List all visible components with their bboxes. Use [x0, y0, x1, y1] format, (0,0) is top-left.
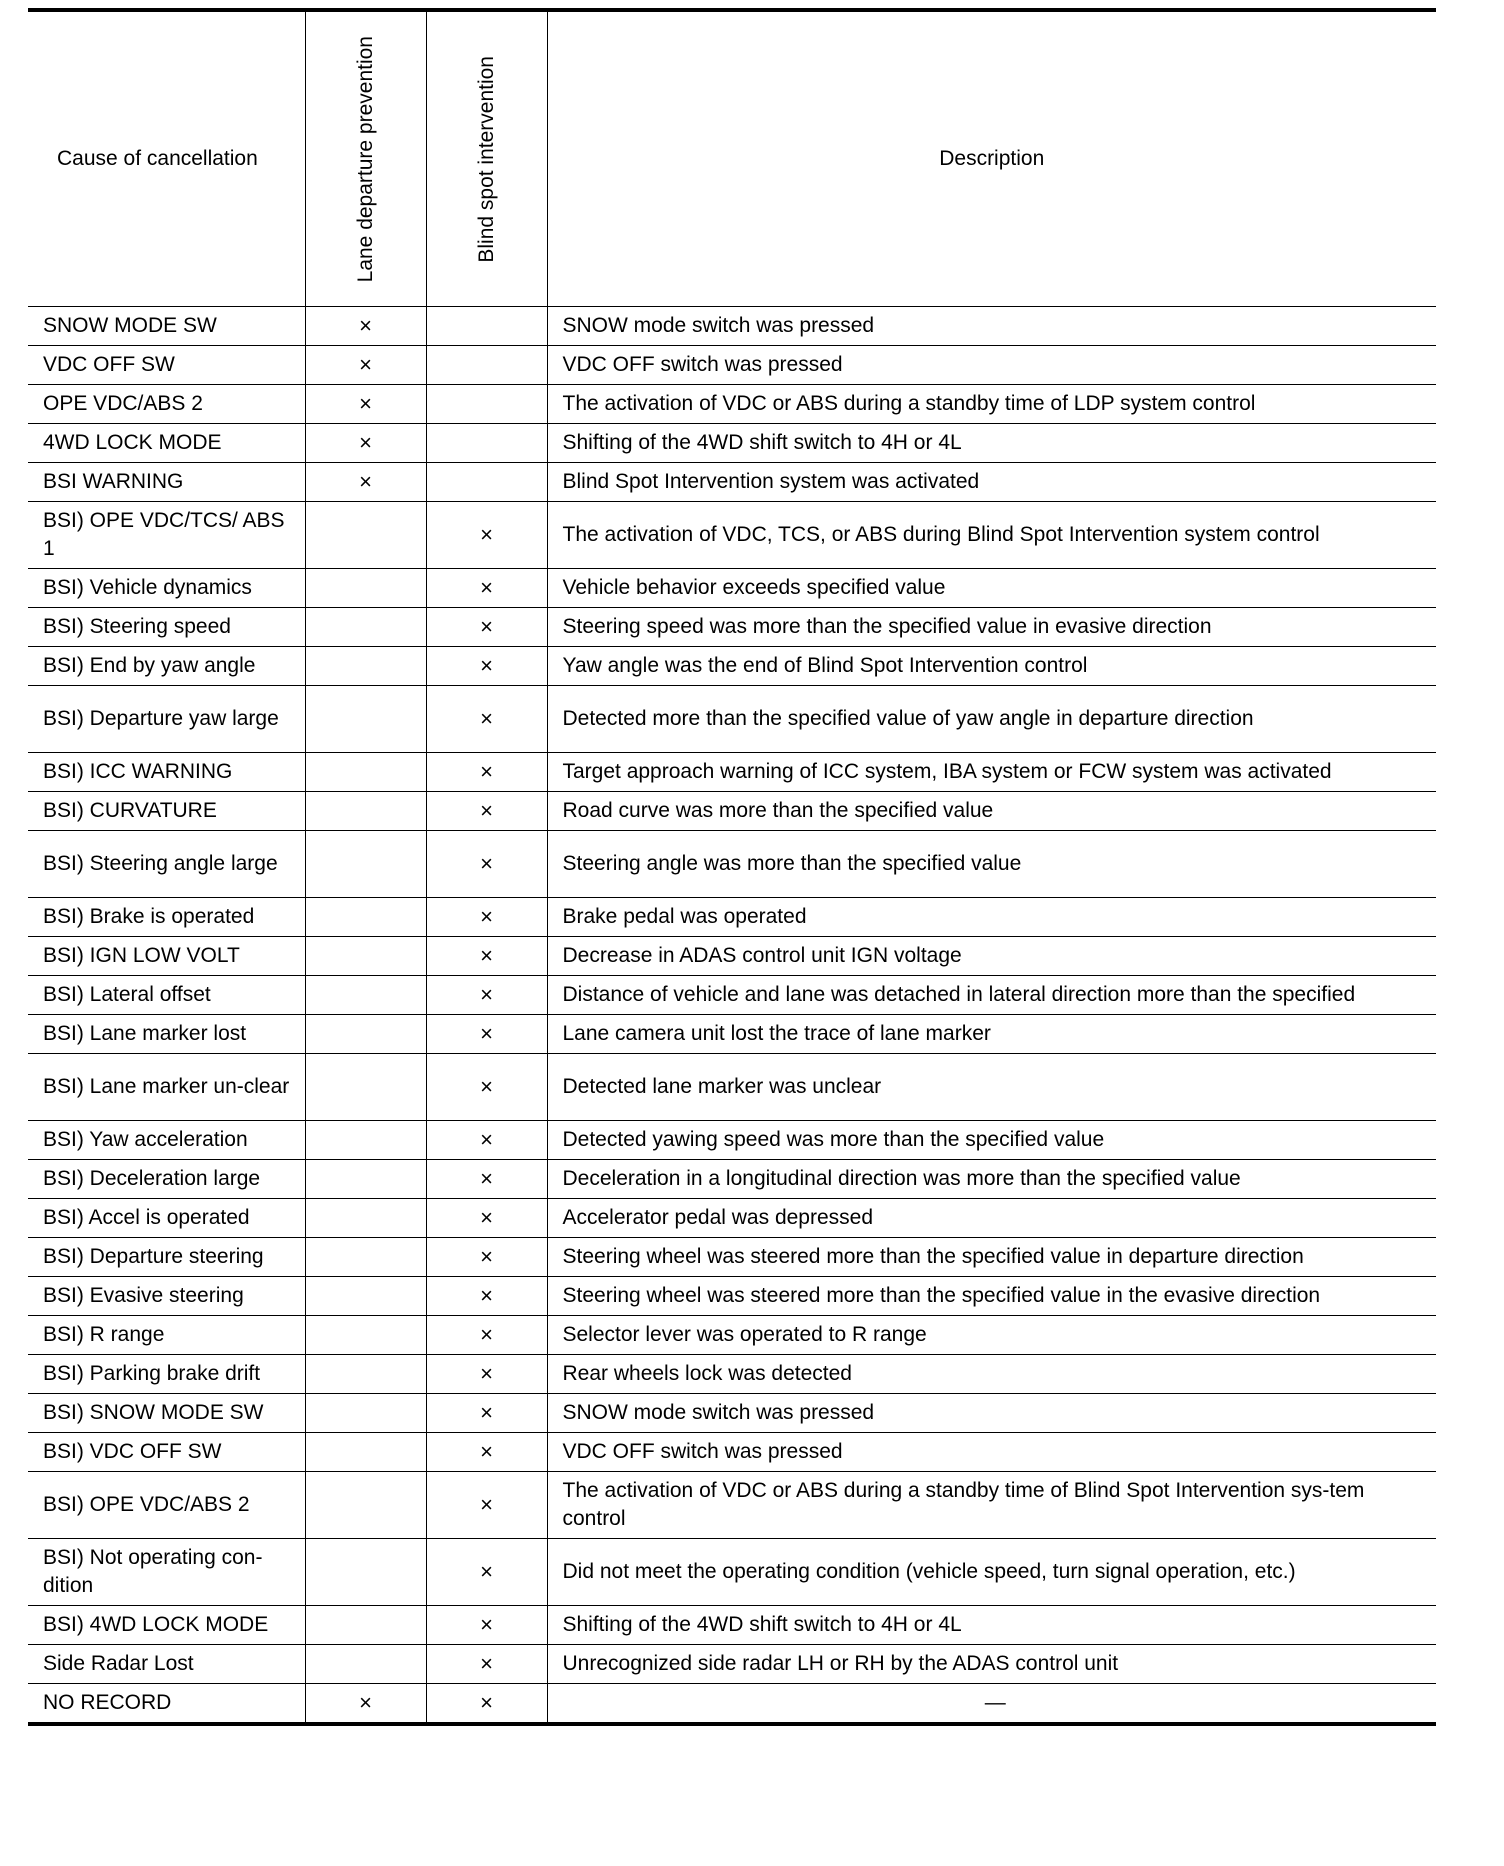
cell-cause: BSI) Evasive steering — [28, 1277, 305, 1316]
cell-cause: BSI) Not operating con-dition — [28, 1539, 305, 1606]
cell-ldp-mark — [305, 1277, 426, 1316]
cell-bsi-mark: × — [426, 937, 547, 976]
cell-cause: BSI) SNOW MODE SW — [28, 1394, 305, 1433]
cell-ldp-mark — [305, 1054, 426, 1121]
cell-description: The activation of VDC, TCS, or ABS during Blind Spot Intervention system control — [547, 502, 1436, 569]
cell-bsi-mark: × — [426, 831, 547, 898]
cell-bsi-mark — [426, 463, 547, 502]
cell-bsi-mark: × — [426, 1015, 547, 1054]
cell-description: Detected yawing speed was more than the specified value — [547, 1121, 1436, 1160]
cell-description: Road curve was more than the specified value — [547, 792, 1436, 831]
cell-bsi-mark: × — [426, 1472, 547, 1539]
cell-description: Rear wheels lock was detected — [547, 1355, 1436, 1394]
cell-description: Decrease in ADAS control unit IGN voltage — [547, 937, 1436, 976]
cell-bsi-mark: × — [426, 1238, 547, 1277]
table-row — [28, 1539, 1436, 1606]
cell-cause: BSI) OPE VDC/ABS 2 — [28, 1472, 305, 1539]
cell-description: Shifting of the 4WD shift switch to 4H or 4L — [547, 1606, 1436, 1645]
table-row — [28, 1645, 1436, 1684]
table-row — [28, 1316, 1436, 1355]
cell-ldp-mark — [305, 1606, 426, 1645]
cell-bsi-mark: × — [426, 1316, 547, 1355]
cell-bsi-mark: × — [426, 502, 547, 569]
cell-cause: SNOW MODE SW — [28, 307, 305, 346]
table-row — [28, 1199, 1436, 1238]
cell-ldp-mark — [305, 1121, 426, 1160]
cell-bsi-mark: × — [426, 898, 547, 937]
cell-cause: BSI) Parking brake drift — [28, 1355, 305, 1394]
cell-ldp-mark — [305, 898, 426, 937]
table-row — [28, 424, 1436, 463]
cell-bsi-mark: × — [426, 608, 547, 647]
table-row — [28, 569, 1436, 608]
cell-description: Target approach warning of ICC system, IBA system or FCW system was activated — [547, 753, 1436, 792]
table-row — [28, 1277, 1436, 1316]
table-row — [28, 1394, 1436, 1433]
header-ldp: Lane departure prevention — [353, 35, 377, 283]
table-row — [28, 1472, 1436, 1539]
cell-description: The activation of VDC or ABS during a standby time of LDP system control — [547, 385, 1436, 424]
cell-cause: BSI) End by yaw angle — [28, 647, 305, 686]
cell-description: Vehicle behavior exceeds specified value — [547, 569, 1436, 608]
table-row — [28, 686, 1436, 753]
cell-bsi-mark: × — [426, 1355, 547, 1394]
cell-cause: BSI) Deceleration large — [28, 1160, 305, 1199]
cell-bsi-mark: × — [426, 1645, 547, 1684]
cell-bsi-mark: × — [426, 1121, 547, 1160]
cell-description: Distance of vehicle and lane was detached in lateral direction more than the specified — [547, 976, 1436, 1015]
cell-cause: BSI) OPE VDC/TCS/ ABS 1 — [28, 502, 305, 569]
table-row — [28, 307, 1436, 346]
cell-description: Steering wheel was steered more than the specified value in departure direction — [547, 1238, 1436, 1277]
cell-description: Detected more than the specified value of yaw angle in departure direction — [547, 686, 1436, 753]
cell-description: Steering wheel was steered more than the specified value in the evasive direction — [547, 1277, 1436, 1316]
cell-ldp-mark — [305, 569, 426, 608]
cell-ldp-mark — [305, 1238, 426, 1277]
cell-cause: VDC OFF SW — [28, 346, 305, 385]
cell-ldp-mark — [305, 976, 426, 1015]
header-row — [28, 10, 1436, 307]
cell-bsi-mark: × — [426, 569, 547, 608]
cell-ldp-mark — [305, 1645, 426, 1684]
table-body — [28, 307, 1436, 1725]
cell-bsi-mark: × — [426, 1277, 547, 1316]
cell-ldp-mark — [305, 1472, 426, 1539]
cell-ldp-mark — [305, 937, 426, 976]
cell-description: Steering speed was more than the specified value in evasive direction — [547, 608, 1436, 647]
table-row — [28, 1355, 1436, 1394]
cell-description: VDC OFF switch was pressed — [547, 346, 1436, 385]
cell-cause: BSI) Brake is operated — [28, 898, 305, 937]
cell-cause: BSI) Lane marker un-clear — [28, 1054, 305, 1121]
cell-bsi-mark — [426, 385, 547, 424]
cell-cause: OPE VDC/ABS 2 — [28, 385, 305, 424]
header-bsi-cell — [426, 10, 547, 307]
table-row — [28, 792, 1436, 831]
table-row — [28, 1238, 1436, 1277]
cell-ldp-mark — [305, 1433, 426, 1472]
table-row — [28, 831, 1436, 898]
cell-bsi-mark: × — [426, 792, 547, 831]
cell-ldp-mark: × — [305, 346, 426, 385]
cell-description: Blind Spot Intervention system was activated — [547, 463, 1436, 502]
cell-description: Selector lever was operated to R range — [547, 1316, 1436, 1355]
header-bsi: Blind spot intervention — [474, 55, 498, 263]
header-cause: Cause of cancellation — [57, 147, 258, 170]
cell-cause: BSI) Accel is operated — [28, 1199, 305, 1238]
cell-cause: Side Radar Lost — [28, 1645, 305, 1684]
table-row — [28, 647, 1436, 686]
table-row — [28, 1433, 1436, 1472]
cell-cause: BSI) Yaw acceleration — [28, 1121, 305, 1160]
cell-bsi-mark: × — [426, 976, 547, 1015]
cell-description: The activation of VDC or ABS during a standby time of Blind Spot Intervention sys-tem control — [547, 1472, 1436, 1539]
cell-bsi-mark: × — [426, 1684, 547, 1725]
cancellation-table — [28, 8, 1436, 1726]
cell-description: Accelerator pedal was depressed — [547, 1199, 1436, 1238]
table-row — [28, 1015, 1436, 1054]
cell-bsi-mark: × — [426, 1606, 547, 1645]
cell-ldp-mark — [305, 753, 426, 792]
cell-ldp-mark: × — [305, 1684, 426, 1725]
table-row — [28, 463, 1436, 502]
cell-bsi-mark: × — [426, 1199, 547, 1238]
cell-cause: BSI) ICC WARNING — [28, 753, 305, 792]
table-row — [28, 1054, 1436, 1121]
cell-cause: BSI) CURVATURE — [28, 792, 305, 831]
cell-cause: BSI) R range — [28, 1316, 305, 1355]
cell-bsi-mark — [426, 307, 547, 346]
cell-bsi-mark — [426, 424, 547, 463]
cell-ldp-mark: × — [305, 307, 426, 346]
cell-cause: BSI) Departure yaw large — [28, 686, 305, 753]
cell-description: Steering angle was more than the specified value — [547, 831, 1436, 898]
cell-ldp-mark — [305, 647, 426, 686]
cell-description: Did not meet the operating condition (vehicle speed, turn signal operation, etc.) — [547, 1539, 1436, 1606]
cell-ldp-mark — [305, 1539, 426, 1606]
cell-ldp-mark — [305, 831, 426, 898]
cell-cause: BSI) Lateral offset — [28, 976, 305, 1015]
cell-ldp-mark — [305, 792, 426, 831]
cell-description: VDC OFF switch was pressed — [547, 1433, 1436, 1472]
cell-cause: BSI) IGN LOW VOLT — [28, 937, 305, 976]
cell-description: Yaw angle was the end of Blind Spot Intervention control — [547, 647, 1436, 686]
cell-cause: BSI) 4WD LOCK MODE — [28, 1606, 305, 1645]
cell-ldp-mark: × — [305, 424, 426, 463]
cell-cause: BSI WARNING — [28, 463, 305, 502]
cell-description: Brake pedal was operated — [547, 898, 1436, 937]
table-row — [28, 1606, 1436, 1645]
cell-bsi-mark — [426, 346, 547, 385]
cell-description: Shifting of the 4WD shift switch to 4H or 4L — [547, 424, 1436, 463]
cell-cause: BSI) Steering speed — [28, 608, 305, 647]
cell-ldp-mark — [305, 1394, 426, 1433]
table-row — [28, 937, 1436, 976]
header-description: Description — [547, 10, 1436, 307]
cell-ldp-mark — [305, 1160, 426, 1199]
cell-description: — — [547, 1684, 1436, 1725]
table-row — [28, 753, 1436, 792]
cell-description: Detected lane marker was unclear — [547, 1054, 1436, 1121]
cell-cause: BSI) VDC OFF SW — [28, 1433, 305, 1472]
table-row — [28, 898, 1436, 937]
table-row — [28, 976, 1436, 1015]
table-row — [28, 346, 1436, 385]
header-ldp-cell — [305, 10, 426, 307]
cell-ldp-mark — [305, 1015, 426, 1054]
cell-ldp-mark — [305, 608, 426, 647]
table-row — [28, 608, 1436, 647]
cell-cause: BSI) Vehicle dynamics — [28, 569, 305, 608]
cell-description: Lane camera unit lost the trace of lane marker — [547, 1015, 1436, 1054]
table-header — [28, 10, 1436, 307]
cell-ldp-mark — [305, 1316, 426, 1355]
cell-bsi-mark: × — [426, 1054, 547, 1121]
cell-description: SNOW mode switch was pressed — [547, 307, 1436, 346]
cell-bsi-mark: × — [426, 686, 547, 753]
cell-description: Deceleration in a longitudinal direction was more than the specified value — [547, 1160, 1436, 1199]
cell-ldp-mark: × — [305, 463, 426, 502]
cell-bsi-mark: × — [426, 1160, 547, 1199]
cell-bsi-mark: × — [426, 1433, 547, 1472]
cell-cause: NO RECORD — [28, 1684, 305, 1725]
table-row — [28, 385, 1436, 424]
cell-bsi-mark: × — [426, 1539, 547, 1606]
cell-cause: BSI) Departure steering — [28, 1238, 305, 1277]
cell-ldp-mark — [305, 686, 426, 753]
cell-ldp-mark — [305, 1199, 426, 1238]
cell-bsi-mark: × — [426, 1394, 547, 1433]
table-row — [28, 1121, 1436, 1160]
cell-cause: 4WD LOCK MODE — [28, 424, 305, 463]
cell-bsi-mark: × — [426, 753, 547, 792]
table-row — [28, 502, 1436, 569]
cell-description: Unrecognized side radar LH or RH by the ADAS control unit — [547, 1645, 1436, 1684]
cell-ldp-mark — [305, 1355, 426, 1394]
table-row — [28, 1684, 1436, 1725]
cell-bsi-mark: × — [426, 647, 547, 686]
cell-description: SNOW mode switch was pressed — [547, 1394, 1436, 1433]
cell-ldp-mark: × — [305, 385, 426, 424]
cell-cause: BSI) Steering angle large — [28, 831, 305, 898]
table-row — [28, 1160, 1436, 1199]
cell-cause: BSI) Lane marker lost — [28, 1015, 305, 1054]
cell-ldp-mark — [305, 502, 426, 569]
